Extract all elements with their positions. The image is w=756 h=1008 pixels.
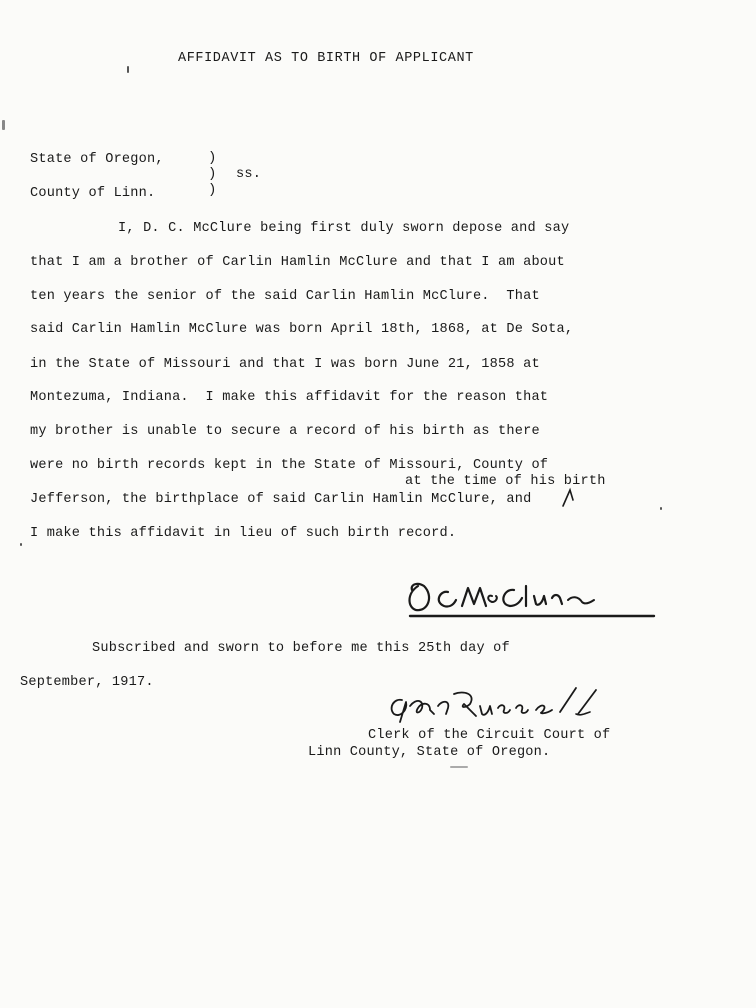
clerk-title-line: Linn County, State of Oregon. <box>308 745 551 760</box>
affiant-signature <box>402 576 662 620</box>
body-line: in the State of Missouri and that I was born June 21, 1858 at <box>30 357 540 372</box>
body-line: were no birth records kept in the State of Missouri, County of <box>30 458 549 473</box>
body-line: ten years the senior of the said Carlin Hamlin McClure. That <box>30 289 540 304</box>
scan-speck <box>660 507 662 510</box>
jurat-line: Subscribed and sworn to before me this 25th day of <box>92 641 510 656</box>
document-title: AFFIDAVIT AS TO BIRTH OF APPLICANT <box>178 51 474 66</box>
scan-speck <box>20 543 22 546</box>
body-line: Montezuma, Indiana. I make this affidavit for the reason that <box>30 390 549 405</box>
venue-ss: ss. <box>236 167 262 182</box>
scan-speck <box>2 120 5 130</box>
clerk-title-line: Clerk of the Circuit Court of <box>368 728 611 743</box>
venue-brace-bottom: ) <box>208 182 217 198</box>
venue-brace-top: ) <box>208 150 217 166</box>
venue-county: County of Linn. <box>30 186 156 201</box>
body-line: said Carlin Hamlin McClure was born April 18th, 1868, at De Sota, <box>30 322 574 337</box>
typed-insertion: at the time of his birth <box>405 474 606 489</box>
clerk-signature <box>380 684 630 728</box>
body-line: I, D. C. McClure being first duly sworn depose and say <box>118 221 570 236</box>
body-line: Jefferson, the birthplace of said Carlin Hamlin McClure, and <box>30 492 532 507</box>
scan-speck <box>450 766 468 768</box>
body-line: that I am a brother of Carlin Hamlin McClure and that I am about <box>30 255 565 270</box>
body-line: my brother is unable to secure a record of his birth as there <box>30 424 540 439</box>
scan-speck <box>127 66 129 73</box>
venue-state: State of Oregon, <box>30 152 164 167</box>
jurat-line: September, 1917. <box>20 675 154 690</box>
body-line: I make this affidavit in lieu of such birth record. <box>30 526 457 541</box>
venue-brace-middle: ) <box>208 166 217 182</box>
insertion-caret-mark <box>560 486 580 510</box>
